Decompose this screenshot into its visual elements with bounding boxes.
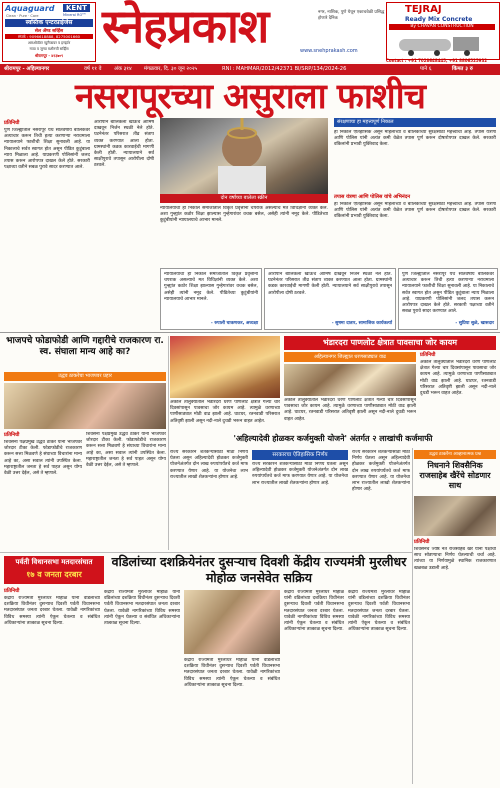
info-bar [0,64,500,75]
tejraj-by: By CHAVAN CONSTRUCTION [389,24,495,30]
lead-headline: नसरापूरच्या असुराला फाशीच [75,76,425,117]
left-ad[interactable] [2,2,96,62]
shop-sub: सेल ॲण्ड सर्व्हिस [34,29,64,34]
quote-box-3 [398,268,498,330]
story6-body-a: केंद्रीय राज्यमंत्री मुरलीधर मोहोळ यांनी वडिलांच्या दशक्रिया विधीनंतर दुसऱ्याच दिवशी पर्वती विधानसभा मतदारसंघात जनता दरबार घेतला. यावेळी नागरिकांच्या विविध समस्या त्यांनी ऐकून घेतल्या व संबंधित अधिकाऱ्यांना तात्काळ सूचना दिल्या. [4,596,100,626]
shop-name: स्वस्तिक एन्टरप्राईजेस [5,19,93,27]
quote-1-name: - रुपाली चाकणकर, अध्यक्षा [210,321,258,326]
story5-headline: निधनाने शिवसैनिक राजसाहेब खैरेंचे सोडणार साथ [419,461,491,490]
quote-3-text: पुणे जिल्ह्यातील नसरापूर येथे सातवर्षीय बालिकेवर अत्याचार करून तिची हत्या करणाऱ्या नराधमाला न्यायालयाने फाशीची शिक्षा सुनावली आहे. या निकालाचे सर्वत्र स्वागत होत असून पीडित कुटुंबाला न्याय मिळाला आहे. याप्रकरणी पोलिसांनी जलद तपास करून आरोपपत्र दाखल केले होते. सरकारी पक्षाच्या वतीने सबळ पुरावे सादर करण्यात आले. [402,272,494,315]
story4-kicker: सरकारचा ऐतिहासिक निर्णय [252,450,348,460]
aquaguard-sub: Clean · Pure · Care [6,14,39,18]
side-subhead: तपास यंत्रणा आणि पोलिस यांचे अभिनंदन [334,194,411,200]
quote-box-1 [160,268,262,330]
year: वर्ष ११ वे [84,66,102,72]
story2-photo [4,383,166,429]
quote-box-2 [264,268,396,330]
shop-phone: संपर्क : 9096618888, 8275001660 [5,34,93,39]
masthead [0,0,500,62]
quote-1-text: न्यायालयाचा हा निकाल समाजातील विकृत प्रवृत्तींना चपराक असल्याचे मत विधिज्ञांनी व्यक्त केले. अशा गुन्ह्यांत कठोर शिक्षा झाल्यास गुन्हेगारांवर वचक बसेल, असेही त्यांनी नमूद केले. पीडितेच्या कुटुंबीयांनी न्यायालयाचे आभार मानले. [164,272,258,302]
shop-line1: आरओवॉटर प्युरीफायर व इन्व्हर्टर [27,41,71,45]
rni: RNI : MAHMAR/2012/42371 BI/SRP/134/2024-26 [222,66,347,72]
story3-caption: अकोले तालुक्यातील भंडारदरा धरण पाणलोट क्षेत्रात गेल्या चार दिवसांपासून पावसाचा जोर कायम आहे. त्यामुळे धरणाच्या पाणीसाठ्यात मोठी वाढ झाली आहे. घाटघर, रतनवाडी परिसरात अतिवृष्टी झाली असून नदी-नाले दुथडी भरून वाहत आहेत. [170,400,280,424]
masthead-website[interactable]: www.snehprakash.com [300,48,358,54]
story3-photo-2 [284,364,416,396]
story6-body-e: केंद्रीय राज्यमंत्री मुरलीधर मोहोळ यांनी वडिलांच्या दशक्रिया विधीनंतर दुसऱ्याच दिवशी पर्वती विधानसभा मतदारसंघात जनता दरबार घेतला. यावेळी नागरिकांच्या विविध समस्या त्यांनी ऐकून घेतल्या व संबंधित अधिकाऱ्यांना तात्काळ सूचना दिल्या. [348,590,410,633]
story6-body-b: केंद्रीय राज्यमंत्री मुरलीधर मोहोळ यांनी वडिलांच्या दशक्रिया विधीनंतर दुसऱ्याच दिवशी पर्वती विधानसभा मतदारसंघात जनता दरबार घेतला. यावेळी नागरिकांच्या विविध समस्या त्यांनी ऐकून घेतल्या व संबंधित अधिकाऱ्यांना तात्काळ सूचना दिल्या. [104,590,180,627]
lead-photo [160,118,328,194]
story4-body-b: राज्य सरकारने शेतकऱ्यांसाठी मोठा निर्णय घेतला असून अहिल्यादेवी होळकर कर्जमुक्ती योजनेअंतर्गत दोन लाख रुपयांपर्यंतचे कर्ज माफ करण्यात येणार आहे. या योजनेचा लाभ राज्यातील लाखो शेतकऱ्यांना होणार आहे. [252,462,348,486]
kent-logo: KENT [63,4,90,12]
lead-col4: हा निकाल ऐतिहासिक असून महिलांच्या व बालिकांच्या सुरक्षेसाठी महत्त्वाचा आहे. तपास यंत्रणा आणि पोलिस यांनी अत्यंत कमी वेळेत तपास पूर्ण करून दोषारोपपत्र दाखल केले. सरकारी वकिलांनी प्रभावी युक्तिवाद केला. [334,130,496,148]
lead-photo-caption: दोन वर्षांच्या बालेला स्क्रीन [160,194,328,203]
story2-byline: प्रतिनिधी [4,432,20,438]
masthead-tagline: नगर, नाशिक, पुणे येथून एकाचवेळी प्रसिद्ध होणारे दैनिक [318,10,385,21]
story2-body: शिवसेना पक्षप्रमुख उद्धव ठाकरे यांनी भाजपवर जोरदार टीका केली. फोडाफोडीचे राजकारण करून सत्ता मिळवणे हे संघाच्या विचारांना मान्य आहे का, असा सवाल त्यांनी उपस्थित केला. महाराष्ट्रातील जनता हे सर्व पाहत असून योग्य वेळी उत्तर देईल, असे ते म्हणाले. [4,440,82,477]
story6-headline: वडिलांच्या दशक्रियेनंतर दुसऱ्याच दिवशी केंद्रीय राज्यमंत्री मुरलीधर मोहोळ जनसेवेत सक्रिय [111,554,407,585]
story3-byline: प्रतिनिधी [420,352,436,358]
story3-body: अकोले तालुक्यातील भंडारदरा धरण पाणलोट क्षेत्रात गेल्या चार दिवसांपासून पावसाचा जोर कायम आहे. त्यामुळे धरणाच्या पाणीसाठ्यात मोठी वाढ झाली आहे. घाटघर, रतनवाडी परिसरात अतिवृष्टी झाली असून नदी-नाले दुथडी भरून वाहत आहेत. [284,398,416,422]
story6-byline: प्रतिनिधी [4,588,20,594]
shop-address: श्रीरामपूर - ४१३७०९ [34,53,64,58]
tejraj-brand: TEJRAJ [405,4,442,15]
story6-body-d: केंद्रीय राज्यमंत्री मुरलीधर मोहोळ यांनी वडिलांच्या दशक्रिया विधीनंतर दुसऱ्याच दिवशी पर्वती विधानसभा मतदारसंघात जनता दरबार घेतला. यावेळी नागरिकांच्या विविध समस्या त्यांनी ऐकून घेतल्या व संबंधित अधिकाऱ्यांना तात्काळ सूचना दिल्या. [284,590,344,633]
quote-2-name: - सुषमा दातार, सामाजिक कार्यकर्त्या [331,321,392,326]
date: मंगळवार, दि. ३० जून २०२५ [144,66,198,72]
story2-headline: भाजपचे फोडाफोडी आणि गद्दारीचे राजकारण रा. स्व. संघाला मान्य आहे का? [6,336,164,357]
lead-col1: पुणे जिल्ह्यातील नसरापूर येथे सातवर्षीय बालिकेवर अत्याचार करून तिची हत्या करणाऱ्या नराधमाला न्यायालयाने फाशीची शिक्षा सुनावली आहे. या निकालाचे सर्वत्र स्वागत होत असून पीडित कुटुंबाला न्याय मिळाला आहे. याप्रकरणी पोलिसांनी जलद तपास करून आरोपपत्र दाखल केले होते. सरकारी पक्षाच्या वतीने सबळ पुरावे सादर करण्यात आले. [4,128,90,171]
quote-2-text: आरोपीने बालिकेला खाऊचे आमिष दाखवून निर्जन स्थळी नेले होते. घटनेनंतर परिसरात तीव्र संताप व्यक्त करण्यात आला होता. ग्रामस्थांनी कडक कारवाईची मागणी केली होती. न्यायालयाने सर्व साक्षीपुरावे तपासून आरोपीला दोषी ठरवले. [268,272,392,296]
tejraj-sub: Ready Mix Concrete [405,16,473,23]
story3-photo [170,336,280,398]
story6-kicker2: १७ व जनता दरबार [26,570,82,579]
story5-photo [414,496,496,536]
lead-col4b: हा निकाल ऐतिहासिक असून महिलांच्या व बालिकांच्या सुरक्षेसाठी महत्त्वाचा आहे. तपास यंत्रणा आणि पोलिस यांनी अत्यंत कमी वेळेत तपास पूर्ण करून दोषारोपपत्र दाखल केले. सरकारी वकिलांनी प्रभावी युक्तिवाद केला. [334,202,496,220]
story6-kicker-box [4,556,104,584]
lead-byline: प्रतिनिधी [4,120,20,126]
story2-kicker: उद्धव ठाकरेंचा भाजपवर प्रहार [4,372,166,381]
aquaguard-logo: Aquaguard [5,4,55,13]
story5-byline: प्रतिनिधी [414,539,430,545]
pages: पाने ६ [420,66,432,72]
rule-v1 [168,336,169,550]
story4-headline: 'अहिल्यादेवी होळकर कर्जमुक्ती योजने' अंतर्गत २ लाखांची कर्जमाफी [233,434,433,443]
story4-body-c: राज्य सरकारने शेतकऱ्यांसाठी मोठा निर्णय घेतला असून अहिल्यादेवी होळकर कर्जमुक्ती योजनेअंतर्गत दोन लाख रुपयांपर्यंतचे कर्ज माफ करण्यात येणार आहे. या योजनेचा लाभ राज्यातील लाखो शेतकऱ्यांना होणार आहे. [352,450,410,493]
right-ad[interactable] [386,2,500,60]
price: किंमत ३ रु [452,66,473,72]
issue: अंक ३१४ [114,66,132,72]
mixer-truck-icon [397,33,487,57]
story2-body-b: शिवसेना पक्षप्रमुख उद्धव ठाकरे यांनी भाजपवर जोरदार टीका केली. फोडाफोडीचे राजकारण करून सत्ता मिळवणे हे संघाच्या विचारांना मान्य आहे का, असा सवाल त्यांनी उपस्थित केला. महाराष्ट्रातील जनता हे सर्व पाहत असून योग्य वेळी उत्तर देईल, असे ते म्हणाले. [86,432,166,469]
divider-1 [0,332,500,333]
story3-banner: भंडारदरा पाणलोट क्षेत्रात पावसाचा जोर कायम [284,336,496,350]
shop-line2: नव्या व जुन्या मशीनची सर्व्हिस [29,47,69,51]
edition: श्रीरामपूर - अहिल्यानगर [4,66,50,72]
masthead-title: स्नेहप्रकाश [102,0,269,53]
contact-number[interactable]: Contact : +91 7028648445, +91 8806525932 [386,58,488,63]
story3-subbanner: अहिल्यानगर जिल्ह्यात धरणसाठ्यात वाढ [284,352,416,362]
kent-sub: Mineral ROᵀᴹ [63,13,86,17]
story5-kicker: उद्धव ठाकरेंना आव्हानात्मक प्रश्न [414,450,496,459]
rule-h2 [0,552,412,553]
side-head: संरक्षणाचा हा महत्त्वपूर्ण निकाल [334,118,496,127]
rule-v2 [412,448,413,784]
story6-body-c: केंद्रीय राज्यमंत्री मुरलीधर मोहोळ यांनी वडिलांच्या दशक्रिया विधीनंतर दुसऱ्याच दिवशी पर्वती विधानसभा मतदारसंघात जनता दरबार घेतला. यावेळी नागरिकांच्या विविध समस्या त्यांनी ऐकून घेतल्या व संबंधित अधिकाऱ्यांना तात्काळ सूचना दिल्या. [184,658,280,688]
story4-body-a: राज्य सरकारने शेतकऱ्यांसाठी मोठा निर्णय घेतला असून अहिल्यादेवी होळकर कर्जमुक्ती योजनेअंतर्गत दोन लाख रुपयांपर्यंतचे कर्ज माफ करण्यात येणार आहे. या योजनेचा लाभ राज्यातील लाखो शेतकऱ्यांना होणार आहे. [170,450,248,480]
story6-photo [184,590,280,654]
story5-body: शिवसेनेचे ज्येष्ठ नेते राजसाहेब खैरे यांनी पक्षाची साथ सोडण्याचा निर्णय घेतल्याची चर्चा आहे. त्यांच्या या निर्णयामुळे स्थानिक राजकारणात खळबळ उडाली आहे. [414,547,496,571]
story3-body-right: अकोले तालुक्यातील भंडारदरा धरण पाणलोट क्षेत्रात गेल्या चार दिवसांपासून पावसाचा जोर कायम आहे. त्यामुळे धरणाच्या पाणीसाठ्यात मोठी वाढ झाली आहे. घाटघर, रतनवाडी परिसरात अतिवृष्टी झाली असून नदी-नाले दुथडी भरून वाहत आहेत. [420,360,496,397]
quote-3-name: - सुप्रिया सुळे, खासदार [455,321,494,326]
story6-kicker: पर्वती विधानसभा मतदारसंघात [15,558,93,566]
lead-col2: आरोपीने बालिकेला खाऊचे आमिष दाखवून निर्जन स्थळी नेले होते. घटनेनंतर परिसरात तीव्र संताप व्यक्त करण्यात आला होता. ग्रामस्थांनी कडक कारवाईची मागणी केली होती. न्यायालयाने सर्व साक्षीपुरावे तपासून आरोपीला दोषी ठरवले. [94,120,154,169]
lead-col3: न्यायालयाचा हा निकाल समाजातील विकृत प्रवृत्तींना चपराक असल्याचे मत विधिज्ञांनी व्यक्त केले. अशा गुन्ह्यांत कठोर शिक्षा झाल्यास गुन्हेगारांवर वचक बसेल, असेही त्यांनी नमूद केले. पीडितेच्या कुटुंबीयांनी न्यायालयाचे आभार मानले. [160,206,328,224]
